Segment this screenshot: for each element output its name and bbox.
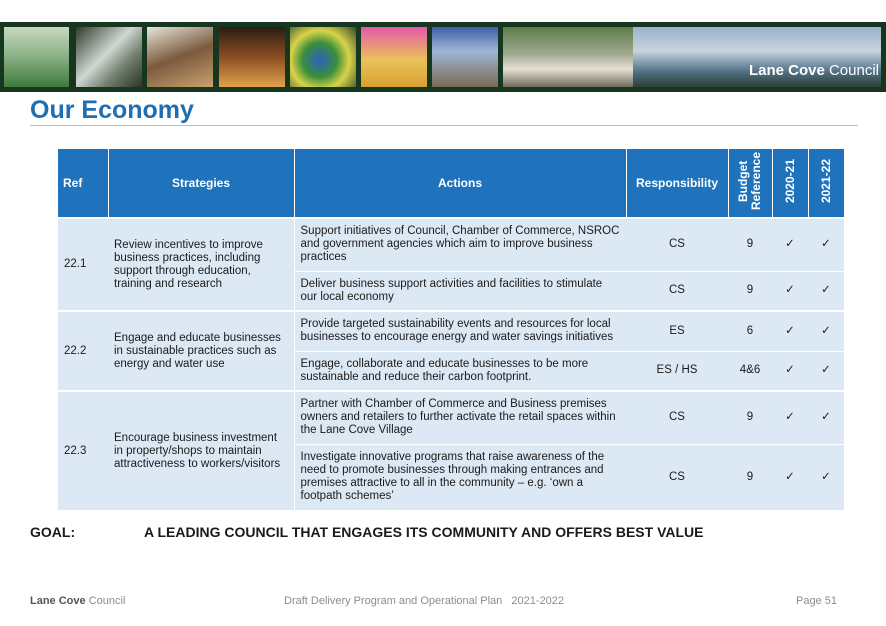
strategy-cell: Encourage business investment in property/shops to maintain attractiveness to workers/visitors (108, 391, 294, 510)
year1-check: ✓ (772, 271, 808, 311)
title-divider (30, 125, 858, 126)
header-year-2021-22 (808, 149, 844, 218)
market-crowd-photo (147, 27, 213, 87)
header-budget-line1: Budget (736, 160, 750, 203)
header-year2-label: 2021-22 (818, 159, 833, 204)
footer-org-rest: Council (88, 595, 126, 607)
table-row (58, 391, 844, 444)
action-cell: Support initiatives of Council, Chamber of Commerce, NSROC and government agencies which aim to improve business practices (294, 218, 626, 271)
year2-check: ✓ (808, 444, 844, 510)
footer-organisation (30, 595, 125, 607)
year2-check: ✓ (808, 311, 844, 351)
budget-cell: 9 (728, 444, 772, 510)
responsibility-cell: ES (626, 311, 728, 351)
header-year-2020-21 (772, 149, 808, 218)
goal-statement: A LEADING COUNCIL THAT ENGAGES ITS COMMUNITY AND OFFERS BEST VALUE (144, 524, 704, 540)
year1-check: ✓ (772, 311, 808, 351)
heritage-building-photo (432, 27, 498, 87)
brand-suffix: Council (828, 62, 879, 79)
table-row (58, 218, 844, 271)
responsibility-cell: CS (626, 218, 728, 271)
table-row (58, 311, 844, 351)
action-cell: Investigate innovative programs that raise awareness of the need to promote businesses through making entrances and premises attractive to all in the community – e.g. ‘own a footpath schemes’ (294, 444, 626, 510)
strategy-table (58, 149, 844, 510)
year1-check: ✓ (772, 391, 808, 444)
year2-check: ✓ (808, 351, 844, 391)
year1-check: ✓ (772, 444, 808, 510)
footer-page-number: Page 51 (796, 595, 837, 607)
ref-cell: 22.2 (58, 311, 108, 391)
rainbow-lorikeet-photo (290, 27, 356, 87)
header-banner (0, 22, 886, 92)
action-cell: Provide targeted sustainability events and resources for local businesses to encourage energy and water savings initiatives (294, 311, 626, 351)
budget-cell: 6 (728, 311, 772, 351)
council-logo-text (749, 62, 879, 79)
goal-label: GOAL: (30, 524, 76, 540)
budget-cell: 9 (728, 391, 772, 444)
ref-cell: 22.1 (58, 218, 108, 311)
ref-cell: 22.3 (58, 391, 108, 510)
footer-document-title: Draft Delivery Program and Operational Plan 2021-2022 (284, 595, 565, 607)
action-cell: Deliver business support activities and facilities to stimulate our local economy (294, 271, 626, 311)
header-budget-line2: Reference (749, 152, 763, 211)
responsibility-cell: CS (626, 444, 728, 510)
night-dining-photo (219, 27, 285, 87)
header-strategies: Strategies (108, 149, 294, 218)
year1-check: ✓ (772, 351, 808, 391)
year1-check: ✓ (772, 218, 808, 271)
strategy-cell: Review incentives to improve business practices, including support through education, training and research (108, 218, 294, 311)
table-header-row (58, 149, 844, 218)
header-actions: Actions (294, 149, 626, 218)
header-ref: Ref (58, 149, 108, 218)
responsibility-cell: ES / HS (626, 351, 728, 391)
page-title: Our Economy (30, 96, 194, 124)
responsibility-cell: CS (626, 271, 728, 311)
year2-check: ✓ (808, 391, 844, 444)
action-cell: Engage, collaborate and educate businesses to be more sustainable and reduce their carbon footprint. (294, 351, 626, 391)
year2-check: ✓ (808, 271, 844, 311)
waterfall-photo (76, 27, 142, 87)
dancer-photo (361, 27, 427, 87)
responsibility-cell: CS (626, 391, 728, 444)
budget-cell: 9 (728, 271, 772, 311)
budget-cell: 4&6 (728, 351, 772, 391)
golf-course-photo (4, 27, 69, 87)
action-cell: Partner with Chamber of Commerce and Business premises owners and retailers to further activate the retail spaces within the Lane Cove Village (294, 391, 626, 444)
header-budget-reference (728, 149, 772, 218)
header-year1-label: 2020-21 (782, 159, 797, 204)
year2-check: ✓ (808, 218, 844, 271)
budget-cell: 9 (728, 218, 772, 271)
footer-org-bold: Lane Cove (30, 595, 86, 607)
brand-name: Lane Cove (748, 62, 825, 79)
outdoor-cafe-photo (503, 27, 633, 87)
strategy-cell: Engage and educate businesses in sustainable practices such as energy and water use (108, 311, 294, 391)
header-responsibility: Responsibility (626, 149, 728, 218)
